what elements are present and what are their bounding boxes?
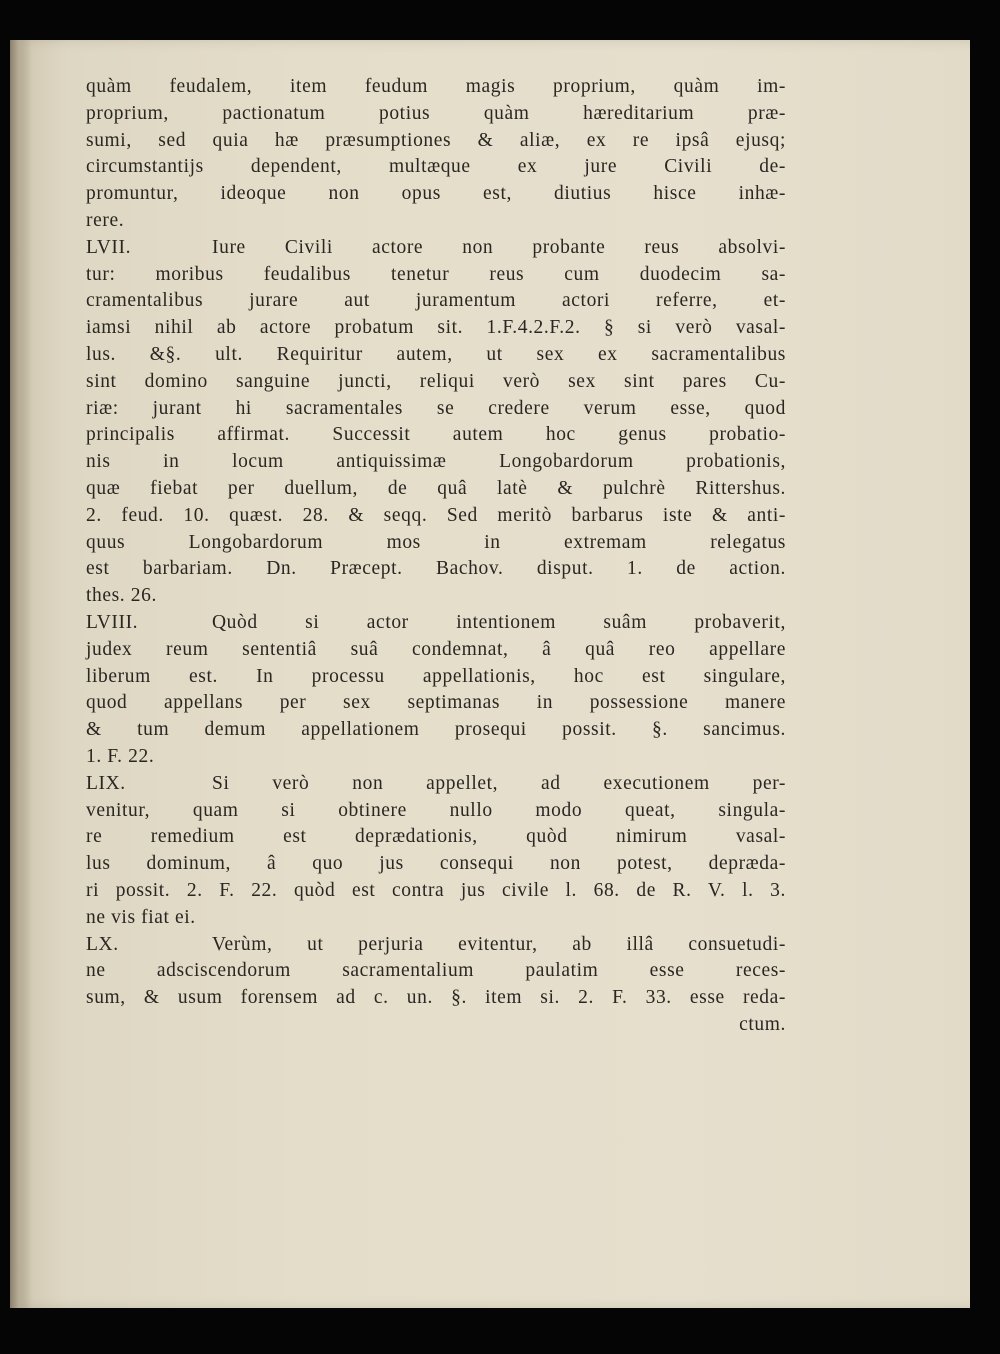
page-gutter-shadow	[10, 40, 32, 1308]
text-line	[86, 556, 786, 583]
text-line	[86, 690, 786, 717]
text-line	[86, 422, 786, 449]
line-text: quæ fiebat per duellum, de quâ latè & pulchrè Rittershus.	[86, 477, 786, 499]
line-text: ne vis fiat ei.	[86, 906, 196, 928]
line-text: sum, & usum forensem ad c. un. §. item si. 2. F. 33. esse reda-	[86, 987, 786, 1009]
line-text: sumi, sed quia hæ præsumptiones & aliæ, ex re ipsâ ejusq;	[86, 129, 786, 151]
text-line	[86, 878, 786, 905]
text-line	[86, 74, 786, 101]
line-text: Verùm, ut perjuria evitentur, ab illâ consuetudi-	[212, 933, 786, 955]
text-line	[86, 583, 786, 610]
page-text	[86, 74, 786, 1039]
text-line	[86, 181, 786, 208]
text-line	[86, 315, 786, 342]
text-line	[86, 154, 786, 181]
text-line	[86, 288, 786, 315]
book-page	[10, 40, 970, 1308]
section-number: LX.	[86, 933, 119, 955]
text-line	[86, 637, 786, 664]
text-line	[86, 476, 786, 503]
text-line	[86, 824, 786, 851]
line-text: iamsi nihil ab actore probatum sit. 1.F.4.2.F.2. § si verò vasal-	[86, 317, 786, 339]
text-line	[86, 369, 786, 396]
line-text: quod appellans per sex septimanas in possessione manere	[86, 692, 786, 714]
text-line	[86, 262, 786, 289]
text-line	[86, 958, 786, 985]
line-text: sint domino sanguine juncti, reliqui verò sex sint pares Cu-	[86, 370, 786, 392]
text-line	[86, 208, 786, 235]
section-number: LVII.	[86, 236, 132, 258]
line-text: Iure Civili actore non probante reus absolvi-	[212, 236, 786, 258]
section-heading-line	[86, 610, 786, 637]
line-text: proprium, pactionatum potius quàm hæreditarium præ-	[86, 102, 786, 124]
text-line	[86, 396, 786, 423]
line-text: thes. 26.	[86, 585, 157, 607]
text-line	[86, 717, 786, 744]
line-text: Quòd si actor intentionem suâm probaverit,	[212, 611, 786, 633]
line-text: venitur, quam si obtinere nullo modo queat, singula-	[86, 799, 786, 821]
line-text: lus dominum, â quo jus consequi non potest, deprædа-	[86, 853, 786, 875]
line-text: re remedium est deprædationis, quòd nimirum vasal-	[86, 826, 786, 848]
line-text: ctum.	[739, 1013, 786, 1035]
line-text: nis in locum antiquissimæ Longobardorum probationis,	[86, 451, 786, 473]
section-number: LVIII.	[86, 611, 139, 633]
text-line	[86, 851, 786, 878]
line-text: & tum demum appellationem prosequi possit. §. sancimus.	[86, 719, 786, 741]
line-text: quàm feudalem, item feudum magis proprium, quàm im-	[86, 76, 786, 97]
text-line	[86, 744, 786, 771]
line-text: rere.	[86, 209, 125, 231]
line-text: 2. feud. 10. quæst. 28. & seqq. Sed meritò barbarus iste & anti-	[86, 504, 786, 526]
line-text: principalis affirmat. Successit autem hoc genus probatio-	[86, 424, 786, 446]
text-line	[86, 905, 786, 932]
line-text: lus. &§. ult. Requiritur autem, ut sex ex sacramentalibus	[86, 343, 786, 365]
line-text: cramentalibus jurare aut juramentum actori referre, et-	[86, 290, 786, 312]
section-heading-line	[86, 771, 786, 798]
text-line	[86, 530, 786, 557]
text-line	[86, 342, 786, 369]
line-text: circumstantijs dependent, multæque ex jure Civili de-	[86, 156, 786, 178]
text-line	[86, 664, 786, 691]
section-heading-line	[86, 235, 786, 262]
line-text: riæ: jurant hi sacramentales se credere verum esse, quod	[86, 397, 786, 419]
line-text: judex reum sententiâ suâ condemnat, â quâ reo appellare	[86, 638, 786, 660]
line-text: Si verò non appellet, ad executionem per-	[212, 772, 786, 794]
section-number: LIX.	[86, 772, 126, 794]
line-text: 1. F. 22.	[86, 745, 155, 767]
section-heading-line	[86, 932, 786, 959]
text-line	[86, 503, 786, 530]
text-line	[86, 798, 786, 825]
text-line	[86, 985, 786, 1012]
line-text: est barbariam. Dn. Præcept. Bachov. disput. 1. de action.	[86, 558, 786, 580]
text-line	[86, 449, 786, 476]
line-text: quus Longobardorum mos in extremam relegatus	[86, 531, 786, 553]
text-line	[86, 1012, 786, 1039]
line-text: ne adsciscendorum sacramentalium paulatim esse reces-	[86, 960, 786, 982]
line-text: tur: moribus feudalibus tenetur reus cum duodecim sa-	[86, 263, 786, 285]
line-text: promuntur, ideoque non opus est, diutius hisce inhæ-	[86, 183, 786, 205]
line-text: liberum est. In processu appellationis, hoc est singulare,	[86, 665, 786, 687]
line-text: ri possit. 2. F. 22. quòd est contra jus civile l. 68. de R. V. l. 3.	[86, 879, 786, 901]
text-line	[86, 101, 786, 128]
text-line	[86, 128, 786, 155]
